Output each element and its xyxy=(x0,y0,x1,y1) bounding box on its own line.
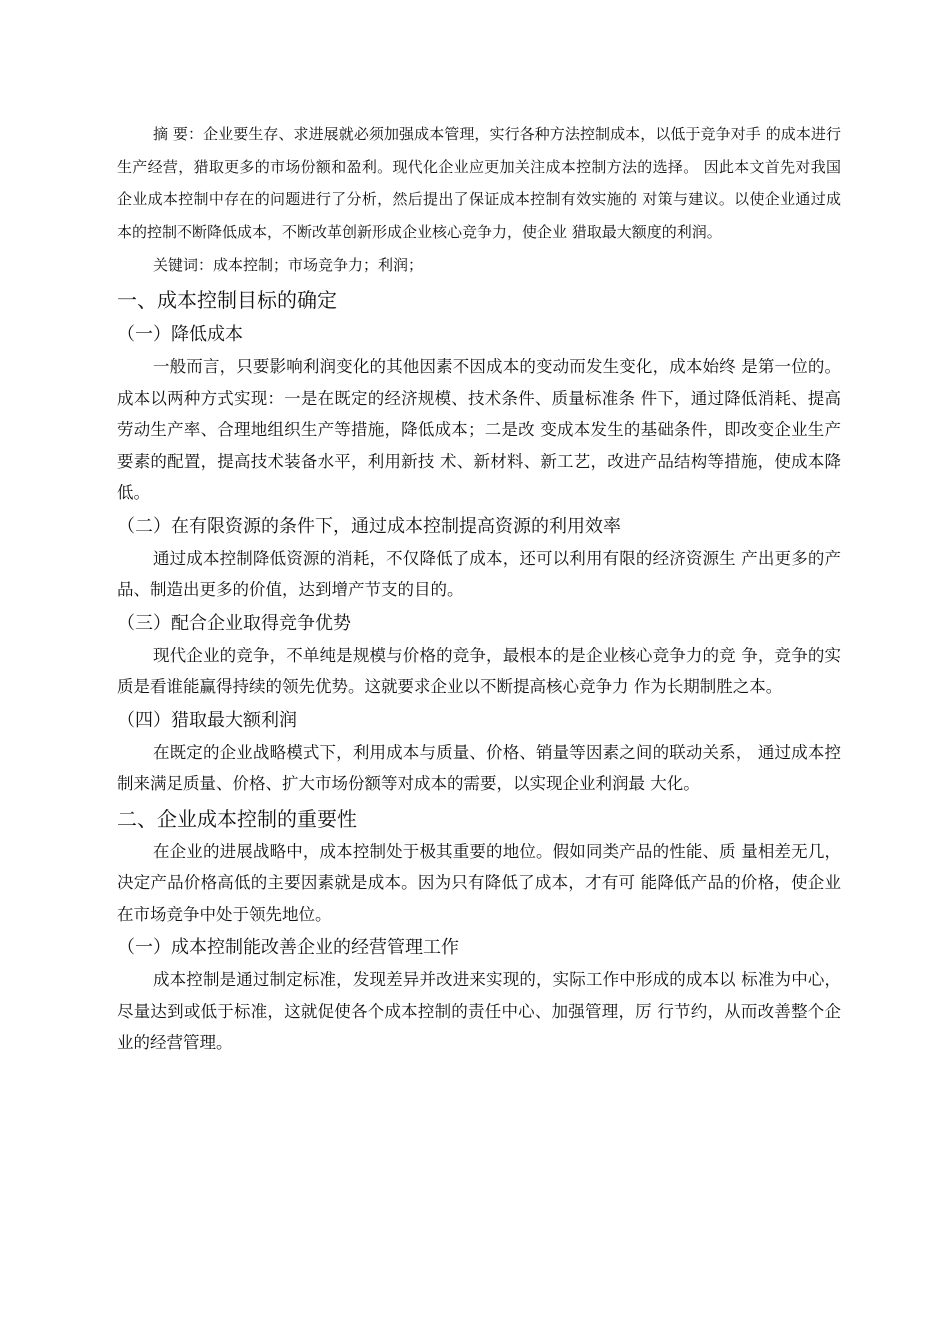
section-1-4-paragraph: 在既定的企业战略模式下，利用成本与质量、价格、销量等因素之间的联动关系， 通过成本控制来满足质量、价格、扩大市场份额等对成本的需要，以实现企业利润最 大化。 xyxy=(117,742,841,793)
section-2-paragraph: 在企业的进展战略中，成本控制处于极其重要的地位。假如同类产品的性能、质 量相差无几，决定产品价格高低的主要因素就是成本。因为只有降低了成本，才有可 能降低产品的价格，使企业在市场竞争中处于领先地位。 xyxy=(117,841,841,924)
section-1-heading: 一、成本控制目标的确定 xyxy=(117,288,337,312)
keywords-line: 关键词：成本控制；市场竞争力；利润； xyxy=(153,256,424,274)
section-1-1-paragraph: 一般而言，只要影响利润变化的其他因素不因成本的变动而发生变化，成本始终 是第一位的。成本以两种方式实现：一是在既定的经济规模、技术条件、质量标准条 件下，通过降低消耗、提高劳动生产率、合理地组织生产等措施，降低成本；二是改 变成本发生的基础条件，即改变企业生产要素的配置，提高技术装备水平，利用新技 术、新材料、新工艺，改进产品结构等措施，使成本降低。 xyxy=(117,357,841,502)
section-1-1-heading: （一）降低成本 xyxy=(117,324,243,345)
section-1-2-paragraph: 通过成本控制降低资源的消耗，不仅降低了成本，还可以利用有限的经济资源生 产出更多的产品、制造出更多的价值，达到增产节支的目的。 xyxy=(117,548,841,599)
section-1-3-heading: （三）配合企业取得竞争优势 xyxy=(117,612,351,634)
section-1-4-heading: （四）猎取最大额利润 xyxy=(117,709,297,731)
abstract-paragraph xyxy=(117,118,841,248)
section-2-1-heading: （一）成本控制能改善企业的经营管理工作 xyxy=(117,937,459,958)
section-2-1-paragraph: 成本控制是通过制定标准，发现差异并改进来实现的，实际工作中形成的成本以 标准为中心，尽量达到或低于标准，这就促使各个成本控制的责任中心、加强管理，厉 行节约，从而改善整个企业的经营管理。 xyxy=(117,970,841,1052)
abstract-text: 企业要生存、求进展就必须加强成本管理，实行各种方法控制成本，以低于竞争对手 的成本进行生产经营，猎取更多的市场份额和盈利。现代化企业应更加关注成本控制方法的选择。 因此本文首先对我国企业成本控制中存在的问题进行了分析，然后提出了保证成本控制有效实施的 对策与建议。以使企业通过成本的控制不断降低成本，不断改革创新形成企业核心竞争力，使企业 猎取最大额度的利润。 xyxy=(117,125,841,241)
section-2-heading: 二、企业成本控制的重要性 xyxy=(117,806,357,831)
section-1-3-paragraph: 现代企业的竞争，不单纯是规模与价格的竞争，最根本的是企业核心竞争力的竞 争，竞争的实质是看谁能赢得持续的领先优势。这就要求企业以不断提高核心竞争力 作为长期制胜之本。 xyxy=(117,645,841,696)
section-1-2-heading: （二）在有限资源的条件下，通过成本控制提高资源的利用效率 xyxy=(117,515,621,537)
document-body xyxy=(117,118,841,1059)
abstract-label: 摘 要： xyxy=(153,125,204,143)
